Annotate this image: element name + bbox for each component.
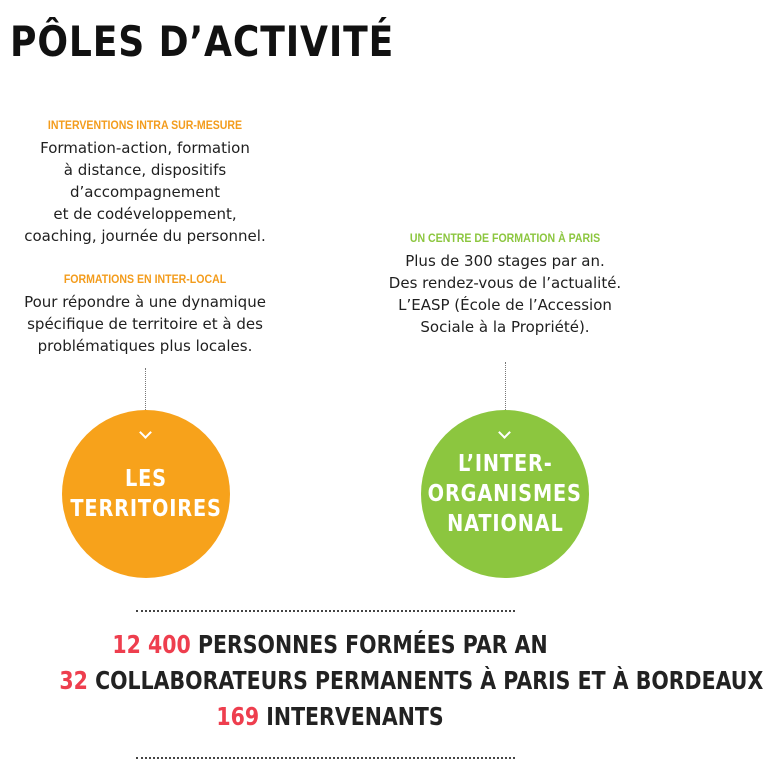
national-circle-label: NATIONAL [446, 511, 564, 537]
stats-bottom-divider [136, 757, 515, 759]
national-circle-label: ORGANISMES [427, 481, 583, 507]
stat-personnes-formees [59, 627, 600, 663]
centre-paris-line: L’EASP (École de l’Accession [398, 296, 612, 314]
centre-paris-block [360, 229, 650, 338]
inter-local-heading: FORMATIONS EN INTER-LOCAL [63, 272, 227, 286]
intra-line: Formation-action, formation [40, 139, 250, 157]
intra-line: d’accompagnement [70, 183, 220, 201]
chevron-down-icon [139, 426, 152, 439]
intra-line: à distance, dispositifs [63, 161, 227, 179]
territoires-circle-label: LES [125, 466, 167, 492]
stat-number: 12 400 [112, 630, 191, 659]
intra-sur-mesure-block [0, 116, 290, 247]
intra-line: coaching, journée du personnel. [24, 227, 266, 245]
inter-organismes-national-circle [421, 410, 589, 578]
national-circle-label: L’INTER- [457, 451, 553, 477]
centre-paris-heading: UN CENTRE DE FORMATION À PARIS [409, 231, 601, 245]
stat-label: PERSONNES FORMÉES PAR AN [197, 630, 548, 659]
stat-number: 169 [216, 702, 260, 731]
centre-paris-line: Des rendez-vous de l’actualité. [388, 274, 622, 292]
stat-collaborateurs [59, 663, 763, 699]
stat-number: 32 [59, 666, 88, 695]
intra-line: et de codéveloppement, [53, 205, 237, 223]
stat-label: INTERVENANTS [266, 702, 444, 731]
centre-paris-line: Plus de 300 stages par an. [405, 252, 605, 270]
stats-top-divider [136, 610, 515, 612]
stat-intervenants [59, 699, 600, 735]
centre-paris-line: Sociale à la Propriété). [420, 318, 590, 336]
page-title: PÔLES D’ACTIVITÉ [10, 17, 395, 66]
stats-section [0, 627, 763, 735]
inter-local-line: Pour répondre à une dynamique [24, 293, 266, 311]
territoires-circle-label: TERRITOIRES [70, 496, 222, 522]
inter-local-block [0, 270, 290, 357]
stat-label: COLLABORATEURS PERMANENTS À PARIS ET À BORDEAUX [95, 666, 763, 695]
chevron-down-icon [498, 426, 511, 439]
inter-local-line: problématiques plus locales. [37, 337, 253, 355]
inter-local-line: spécifique de territoire et à des [27, 315, 263, 333]
territoires-circle [62, 410, 230, 578]
intra-sur-mesure-heading: INTERVENTIONS INTRA SUR-MESURE [47, 118, 243, 132]
